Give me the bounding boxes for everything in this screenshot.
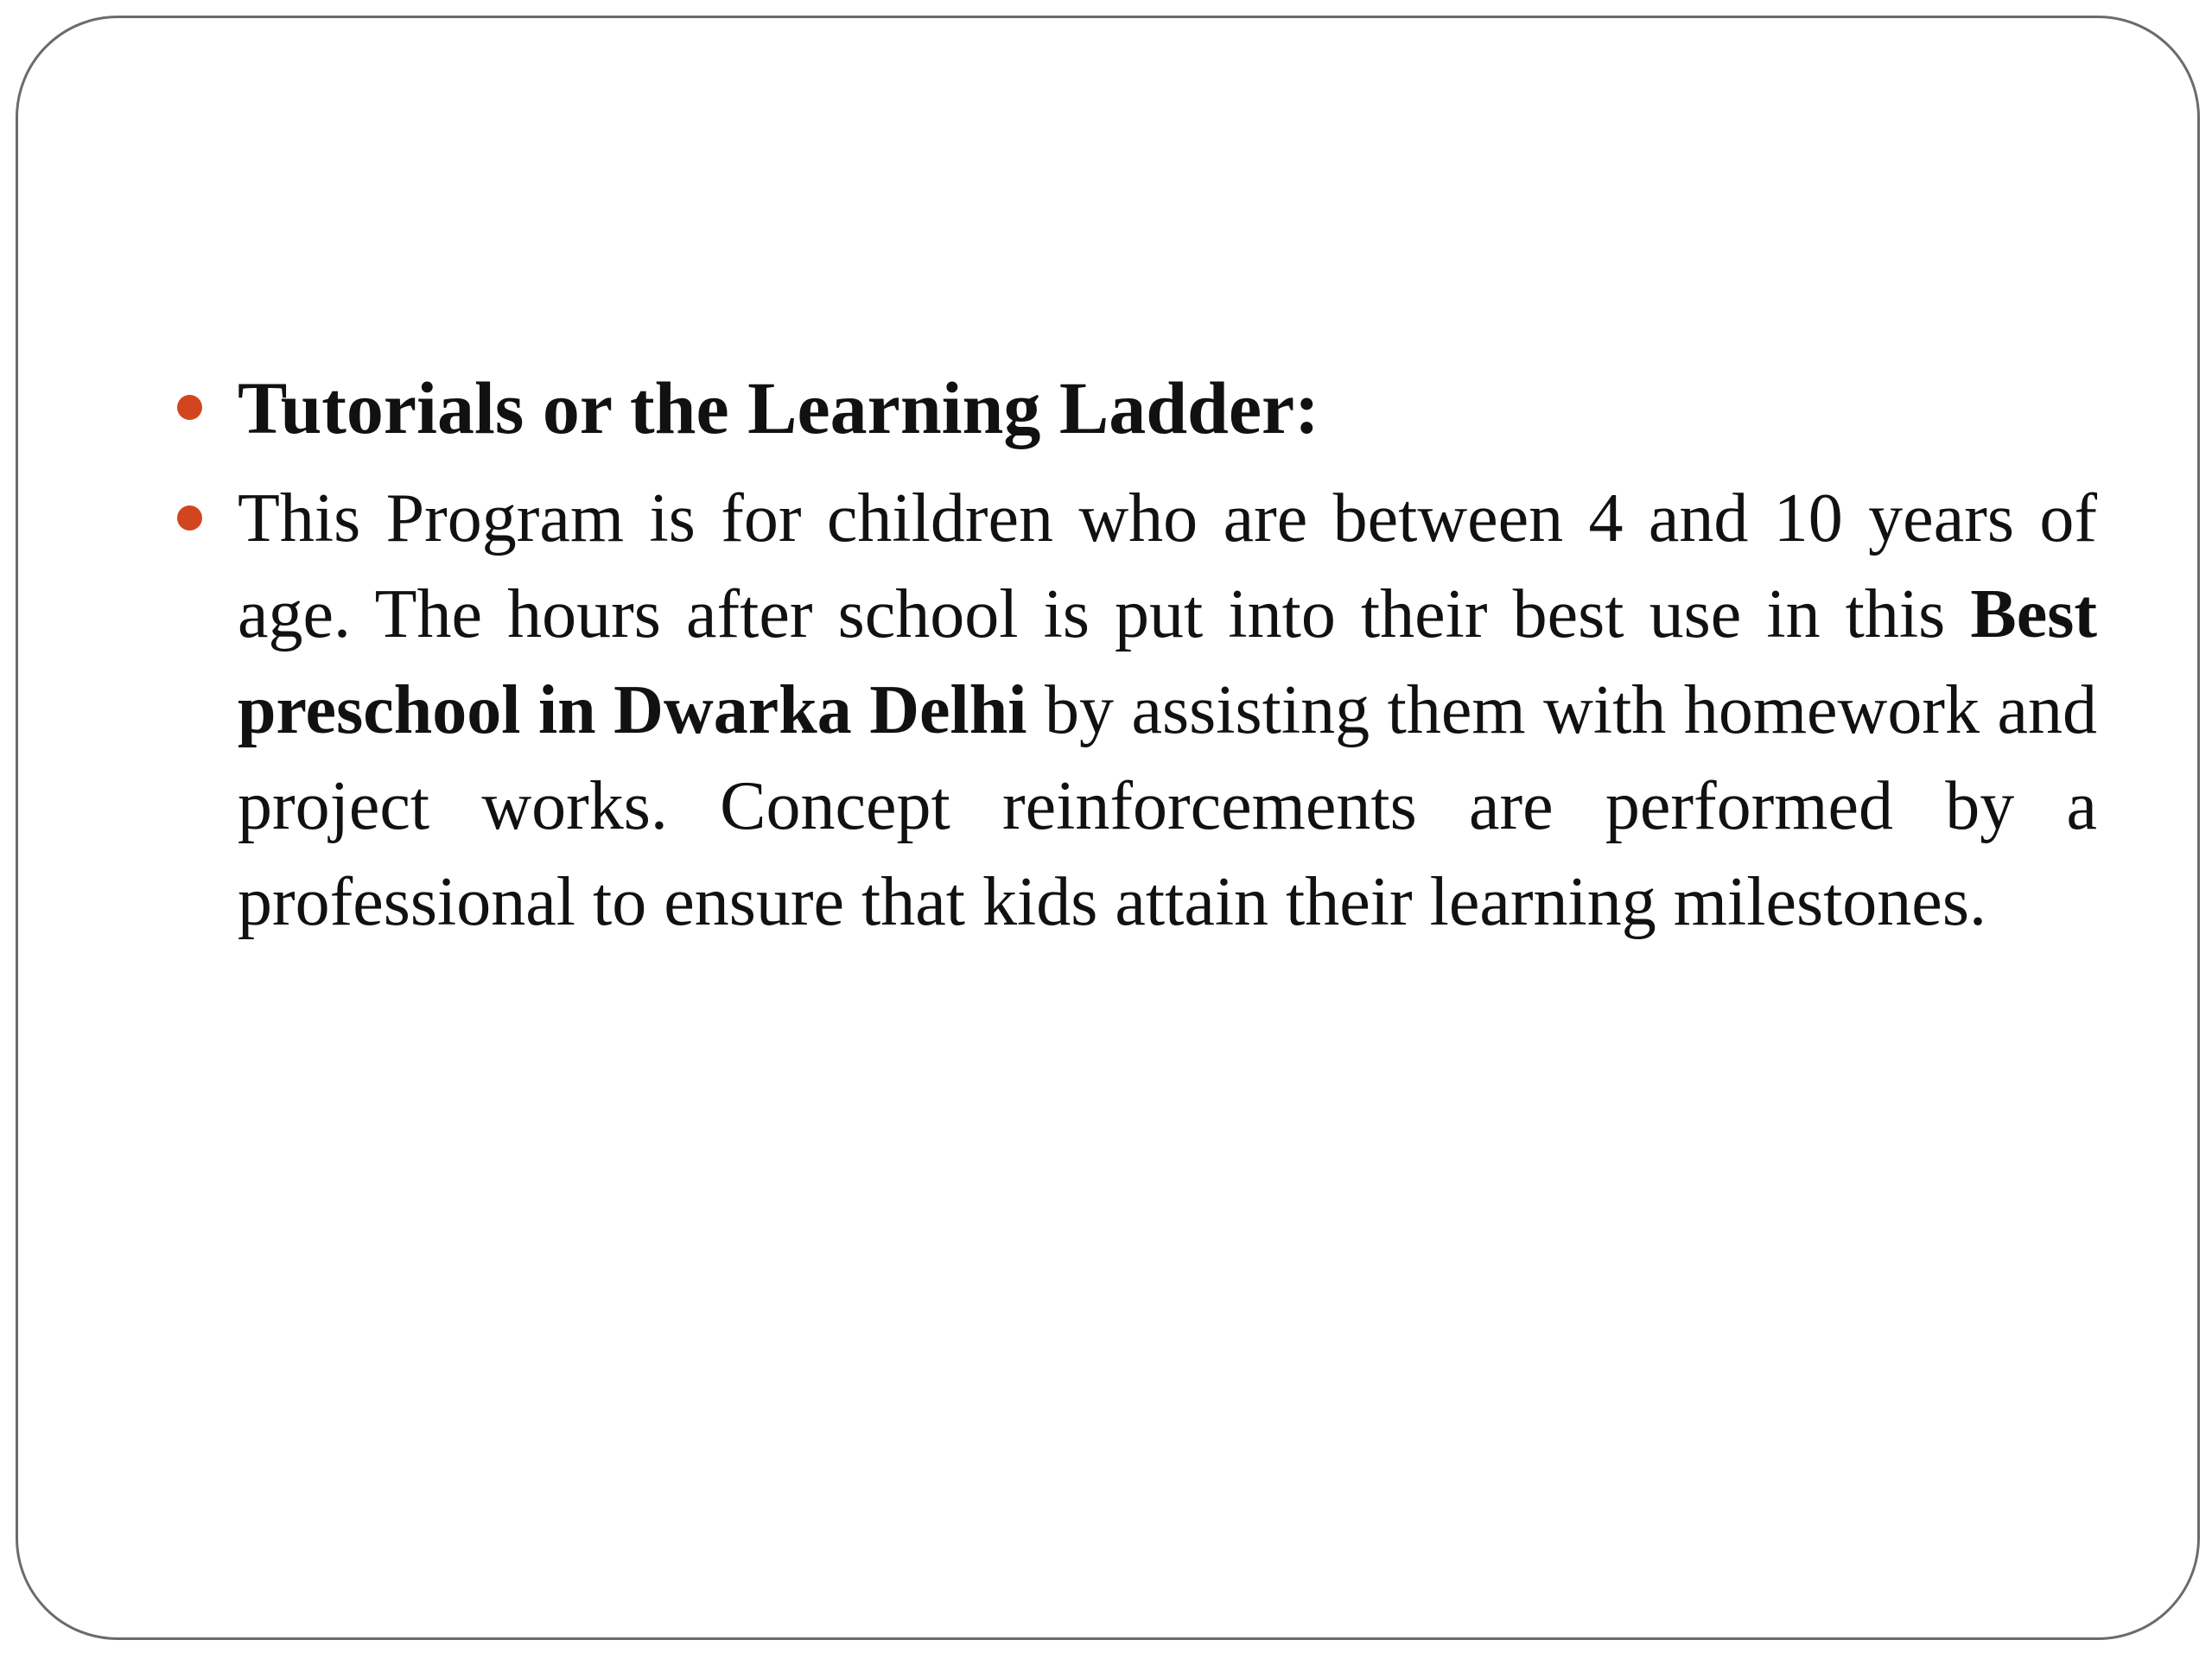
bullet-heading (174, 357, 2097, 459)
body-bold-link-text: Best preschool in Dwarka Delhi (238, 576, 2098, 748)
bullet-body (174, 471, 2097, 950)
bullet-dot-icon (177, 395, 202, 420)
slide-frame (16, 16, 2200, 1640)
body-text-after: by assisting them with homework and project works. Concept reinforcements are performed by a professional to ensure that kids attain their learning milestones. (238, 672, 2097, 940)
bullet-dot-icon (177, 505, 202, 531)
body-text-before: This Program is for children who are between 4 and 10 years of age. The hours after school is put into their best use in this (238, 480, 2097, 652)
heading-text: Tutorials or the Learning Ladder: (238, 366, 1319, 449)
slide-content (174, 357, 2097, 950)
